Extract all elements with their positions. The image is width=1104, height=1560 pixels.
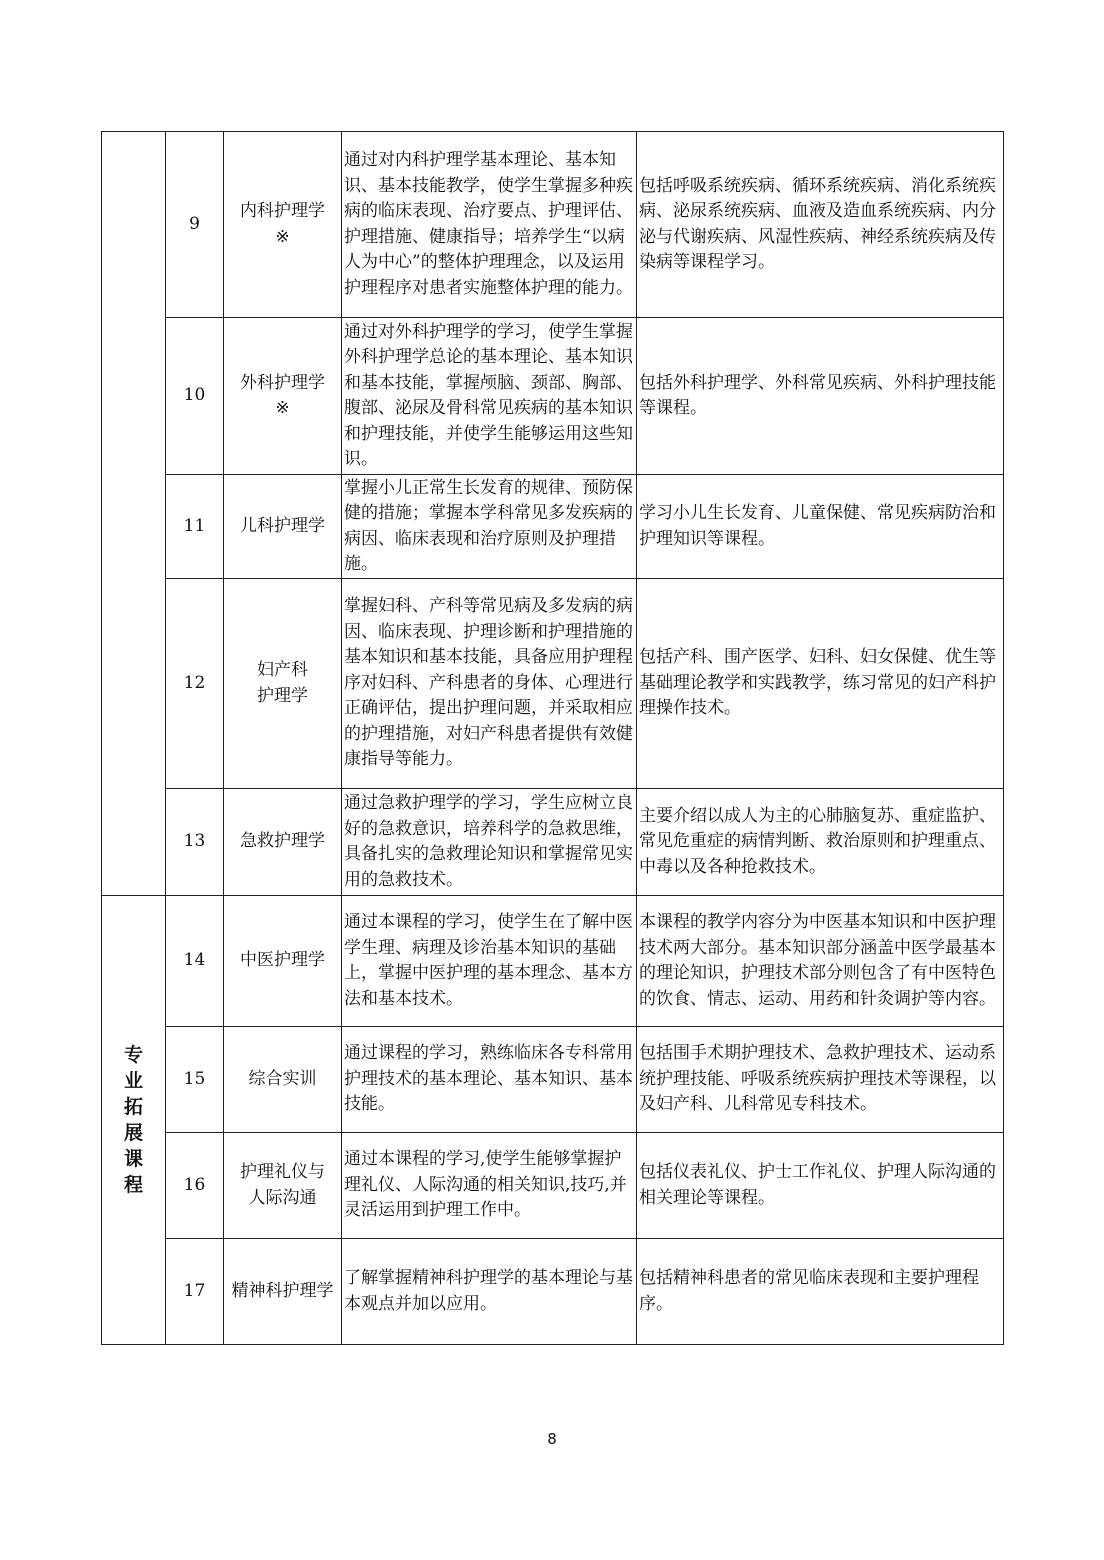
course-content: 包括精神科患者的常见临床表现和主要护理程序。 xyxy=(637,1239,1004,1345)
course-goal: 通过急救护理学的学习，学生应树立良好的急救意识，培养科学的急救思维，具备扎实的急救理论知识和掌握常见实用的急救技术。 xyxy=(342,789,637,896)
course-number: 11 xyxy=(166,475,224,579)
course-number: 13 xyxy=(166,789,224,896)
curriculum-table xyxy=(101,131,1004,1345)
table-row xyxy=(102,1239,1004,1345)
course-name-mark: ※ xyxy=(275,398,290,418)
course-name-main: 中医护理学 xyxy=(240,950,325,971)
course-name-main: 外科护理学 xyxy=(240,372,325,393)
course-content: 包括产科、围产医学、妇科、妇女保健、优生等基础理论教学和实践教学，练习常见的妇产科护理操作技术。 xyxy=(637,579,1004,789)
course-name xyxy=(224,475,342,579)
course-number: 15 xyxy=(166,1027,224,1133)
course-number: 9 xyxy=(166,132,224,318)
course-name xyxy=(224,1133,342,1239)
course-content: 包括围手术期护理技术、急救护理技术、运动系统护理技能、呼吸系统疾病护理技术等课程，以及妇产科、儿科常见专科技术。 xyxy=(637,1027,1004,1133)
group-label: 专 业 拓 展 课 程 xyxy=(123,1044,143,1196)
course-name-main: 儿科护理学 xyxy=(240,515,325,536)
course-content: 包括呼吸系统疾病、循环系统疾病、消化系统疾病、泌尿系统疾病、血液及造血系统疾病、内分泌与代谢疾病、风湿性疾病、神经系统疾病及传染病等课程学习。 xyxy=(637,132,1004,318)
course-content: 本课程的教学内容分为中医基本知识和中医护理技术两大部分。基本知识部分涵盖中医学最基本的理论知识，护理技术部分则包含了有中医特色的饮食、情志、运动、用药和针灸调护等内容。 xyxy=(637,896,1004,1027)
course-name xyxy=(224,1027,342,1133)
course-number: 16 xyxy=(166,1133,224,1239)
course-name xyxy=(224,132,342,318)
course-name-main: 急救护理学 xyxy=(240,831,325,852)
course-name-mark: 人际沟通 xyxy=(248,1187,317,1208)
table-row xyxy=(102,789,1004,896)
group-cell-core xyxy=(102,132,166,896)
course-name-main: 内科护理学 xyxy=(240,201,325,221)
course-name xyxy=(224,896,342,1027)
course-name-main: 妇产科 xyxy=(257,660,308,680)
course-name-mark: 护理学 xyxy=(257,685,308,706)
course-number: 12 xyxy=(166,579,224,789)
course-name xyxy=(224,1239,342,1345)
group-cell-extension xyxy=(102,896,166,1345)
course-goal: 掌握妇科、产科等常见病及多发病的病因、临床表现、护理诊断和护理措施的基本知识和基本技能，具备应用护理程序对妇科、产科患者的身体、心理进行正确评估，提出护理问题，并采取相应的护理措施，对妇产科患者提供有效健康指导等能力。 xyxy=(342,579,637,789)
table-row xyxy=(102,1133,1004,1239)
course-content: 包括仪表礼仪、护士工作礼仪、护理人际沟通的相关理论等课程。 xyxy=(637,1133,1004,1239)
course-goal: 通过本课程的学习,使学生能够掌握护理礼仪、人际沟通的相关知识,技巧,并灵活运用到护理工作中。 xyxy=(342,1133,637,1239)
page-number: 8 xyxy=(547,1430,557,1448)
table-row xyxy=(102,1027,1004,1133)
course-goal: 了解掌握精神科护理学的基本理论与基本观点并加以应用。 xyxy=(342,1239,637,1345)
table-row xyxy=(102,475,1004,579)
course-number: 17 xyxy=(166,1239,224,1345)
table-row xyxy=(102,132,1004,318)
course-name xyxy=(224,579,342,789)
course-goal: 掌握小儿正常生长发育的规律、预防保健的措施；掌握本学科常见多发疾病的病因、临床表现和治疗原则及护理措施。 xyxy=(342,475,637,579)
course-name-mark: ※ xyxy=(275,226,290,247)
course-name-main: 护理礼仪与 xyxy=(240,1162,325,1182)
course-goal: 通过对外科护理学的学习，使学生掌握外科护理学总论的基本理论、基本知识和基本技能，掌握颅脑、颈部、胸部、腹部、泌尿及骨科常见疾病的基本知识和护理技能，并使学生能够运用这些知识。 xyxy=(342,318,637,475)
table-row xyxy=(102,579,1004,789)
course-goal: 通过对内科护理学基本理论、基本知识、基本技能教学，使学生掌握多种疾病的临床表现、治疗要点、护理评估、护理措施、健康指导；培养学生“以病人为中心”的整体护理理念，以及运用护理程序对患者实施整体护理的能力。 xyxy=(342,132,637,318)
course-name-main: 综合实训 xyxy=(248,1068,317,1089)
course-goal: 通过课程的学习，熟练临床各专科常用护理技术的基本理论、基本知识、基本技能。 xyxy=(342,1027,637,1133)
table-row xyxy=(102,896,1004,1027)
table-row xyxy=(102,318,1004,475)
course-goal: 通过本课程的学习，使学生在了解中医学生理、病理及诊治基本知识的基础上，掌握中医护理的基本理念、基本方法和基本技术。 xyxy=(342,896,637,1027)
course-content: 学习小儿生长发育、儿童保健、常见疾病防治和护理知识等课程。 xyxy=(637,475,1004,579)
course-number: 10 xyxy=(166,318,224,475)
course-number: 14 xyxy=(166,896,224,1027)
course-content: 主要介绍以成人为主的心肺脑复苏、重症监护、常见危重症的病情判断、救治原则和护理重点、中毒以及各种抢救技术。 xyxy=(637,789,1004,896)
course-content: 包括外科护理学、外科常见疾病、外科护理技能等课程。 xyxy=(637,318,1004,475)
course-name-main: 精神科护理学 xyxy=(231,1280,334,1301)
course-name xyxy=(224,789,342,896)
course-name xyxy=(224,318,342,475)
